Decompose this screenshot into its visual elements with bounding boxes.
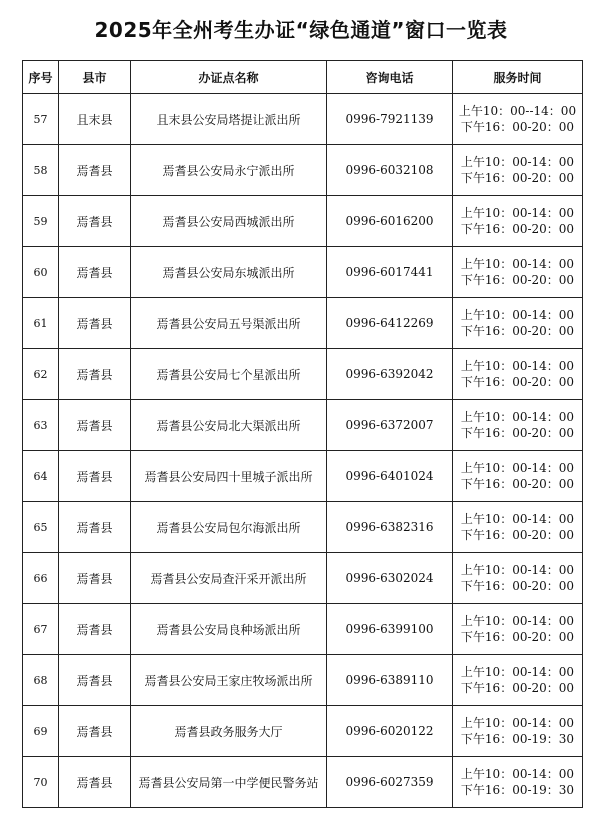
row-number: 61 xyxy=(23,298,59,349)
row-time-afternoon: 下午16：00-20：00 xyxy=(460,324,575,338)
row-number: 64 xyxy=(23,451,59,502)
row-time-afternoon: 下午16：00-20：00 xyxy=(460,120,575,134)
row-county: 焉耆县 xyxy=(59,655,131,706)
office-table xyxy=(22,60,583,808)
table-row xyxy=(23,655,583,706)
row-service-time xyxy=(453,655,583,706)
table-row xyxy=(23,502,583,553)
row-number: 63 xyxy=(23,400,59,451)
row-time-morning: 上午10：00-14：00 xyxy=(460,563,575,577)
table-row xyxy=(23,349,583,400)
row-county: 焉耆县 xyxy=(59,451,131,502)
page-title: 2025年全州考生办证“绿色通道”窗口一览表 xyxy=(94,18,508,42)
table-row xyxy=(23,400,583,451)
row-time-morning: 上午10：00-14：00 xyxy=(460,359,575,373)
row-office-name: 焉耆县公安局五号渠派出所 xyxy=(131,298,327,349)
row-number: 60 xyxy=(23,247,59,298)
row-number: 66 xyxy=(23,553,59,604)
row-time-morning: 上午10：00-14：00 xyxy=(460,716,575,730)
row-time-morning: 上午10：00-14：00 xyxy=(460,512,575,526)
row-service-time xyxy=(453,145,583,196)
row-service-time xyxy=(453,502,583,553)
row-phone: 0996-6372007 xyxy=(327,400,453,451)
row-phone: 0996-7921139 xyxy=(327,94,453,145)
row-number: 57 xyxy=(23,94,59,145)
row-service-time xyxy=(453,196,583,247)
row-time-afternoon: 下午16：00-20：00 xyxy=(460,375,575,389)
row-phone: 0996-6399100 xyxy=(327,604,453,655)
row-county: 焉耆县 xyxy=(59,247,131,298)
table-row xyxy=(23,451,583,502)
table-row xyxy=(23,757,583,808)
row-county: 焉耆县 xyxy=(59,145,131,196)
row-office-name: 焉耆县公安局七个星派出所 xyxy=(131,349,327,400)
table-row xyxy=(23,94,583,145)
row-office-name: 焉耆县公安局西城派出所 xyxy=(131,196,327,247)
header-county: 县市 xyxy=(59,61,131,94)
header-office: 办证点名称 xyxy=(131,61,327,94)
row-office-name: 焉耆县公安局第一中学便民警务站 xyxy=(131,757,327,808)
row-time-morning: 上午10：00-14：00 xyxy=(460,206,575,220)
row-service-time xyxy=(453,757,583,808)
row-office-name: 焉耆县公安局包尔海派出所 xyxy=(131,502,327,553)
row-phone: 0996-6027359 xyxy=(327,757,453,808)
row-county: 焉耆县 xyxy=(59,400,131,451)
row-office-name: 焉耆县公安局查汗采开派出所 xyxy=(131,553,327,604)
row-service-time xyxy=(453,451,583,502)
row-time-morning: 上午10：00-14：00 xyxy=(460,308,575,322)
row-number: 69 xyxy=(23,706,59,757)
row-phone: 0996-6389110 xyxy=(327,655,453,706)
row-county: 焉耆县 xyxy=(59,502,131,553)
row-time-morning: 上午10：00-14：00 xyxy=(460,614,575,628)
row-county: 焉耆县 xyxy=(59,757,131,808)
header-seq: 序号 xyxy=(23,61,59,94)
row-phone: 0996-6401024 xyxy=(327,451,453,502)
row-office-name: 焉耆县公安局永宁派出所 xyxy=(131,145,327,196)
row-county: 焉耆县 xyxy=(59,349,131,400)
row-service-time xyxy=(453,604,583,655)
row-number: 70 xyxy=(23,757,59,808)
row-time-afternoon: 下午16：00-20：00 xyxy=(460,579,575,593)
header-service-time: 服务时间 xyxy=(453,61,583,94)
row-phone: 0996-6392042 xyxy=(327,349,453,400)
row-county: 焉耆县 xyxy=(59,196,131,247)
row-time-afternoon: 下午16：00-20：00 xyxy=(460,477,575,491)
row-number: 68 xyxy=(23,655,59,706)
row-number: 62 xyxy=(23,349,59,400)
row-office-name: 焉耆县公安局王家庄牧场派出所 xyxy=(131,655,327,706)
header-phone: 咨询电话 xyxy=(327,61,453,94)
row-time-afternoon: 下午16：00-20：00 xyxy=(460,171,575,185)
row-office-name: 焉耆县政务服务大厅 xyxy=(131,706,327,757)
row-time-afternoon: 下午16：00-20：00 xyxy=(460,273,575,287)
row-number: 65 xyxy=(23,502,59,553)
row-phone: 0996-6302024 xyxy=(327,553,453,604)
table-row xyxy=(23,247,583,298)
table-body xyxy=(23,94,583,808)
row-phone: 0996-6020122 xyxy=(327,706,453,757)
row-county: 焉耆县 xyxy=(59,706,131,757)
row-service-time xyxy=(453,298,583,349)
row-time-morning: 上午10：00-14：00 xyxy=(460,767,575,781)
table-row xyxy=(23,706,583,757)
row-county: 且末县 xyxy=(59,94,131,145)
table-row xyxy=(23,298,583,349)
row-time-morning: 上午10：00-14：00 xyxy=(460,665,575,679)
row-phone: 0996-6412269 xyxy=(327,298,453,349)
row-time-afternoon: 下午16：00-20：00 xyxy=(460,681,575,695)
row-time-afternoon: 下午16：00-19：30 xyxy=(460,783,575,797)
row-office-name: 焉耆县公安局四十里城子派出所 xyxy=(131,451,327,502)
table-row xyxy=(23,604,583,655)
row-time-afternoon: 下午16：00-20：00 xyxy=(460,222,575,236)
row-time-afternoon: 下午16：00-20：00 xyxy=(460,426,575,440)
row-time-morning: 上午10：00-14：00 xyxy=(460,155,575,169)
row-office-name: 焉耆县公安局北大渠派出所 xyxy=(131,400,327,451)
row-time-afternoon: 下午16：00-20：00 xyxy=(460,630,575,644)
row-service-time xyxy=(453,706,583,757)
row-phone: 0996-6016200 xyxy=(327,196,453,247)
row-phone: 0996-6032108 xyxy=(327,145,453,196)
row-time-afternoon: 下午16：00-19：30 xyxy=(460,732,575,746)
row-service-time xyxy=(453,247,583,298)
row-phone: 0996-6382316 xyxy=(327,502,453,553)
table-header-row xyxy=(23,61,583,94)
row-service-time xyxy=(453,349,583,400)
row-number: 58 xyxy=(23,145,59,196)
row-office-name: 焉耆县公安局良种场派出所 xyxy=(131,604,327,655)
row-number: 59 xyxy=(23,196,59,247)
row-county: 焉耆县 xyxy=(59,553,131,604)
row-time-morning: 上午10：00--14：00 xyxy=(458,104,577,118)
row-county: 焉耆县 xyxy=(59,298,131,349)
row-service-time xyxy=(453,94,583,145)
table-row xyxy=(23,145,583,196)
row-office-name: 焉耆县公安局东城派出所 xyxy=(131,247,327,298)
row-number: 67 xyxy=(23,604,59,655)
row-county: 焉耆县 xyxy=(59,604,131,655)
row-office-name: 且末县公安局塔提让派出所 xyxy=(131,94,327,145)
row-service-time xyxy=(453,553,583,604)
row-phone: 0996-6017441 xyxy=(327,247,453,298)
row-time-morning: 上午10：00-14：00 xyxy=(460,257,575,271)
row-service-time xyxy=(453,400,583,451)
row-time-morning: 上午10：00-14：00 xyxy=(460,461,575,475)
table-row xyxy=(23,196,583,247)
table-row xyxy=(23,553,583,604)
row-time-morning: 上午10：00-14：00 xyxy=(460,410,575,424)
row-time-afternoon: 下午16：00-20：00 xyxy=(460,528,575,542)
